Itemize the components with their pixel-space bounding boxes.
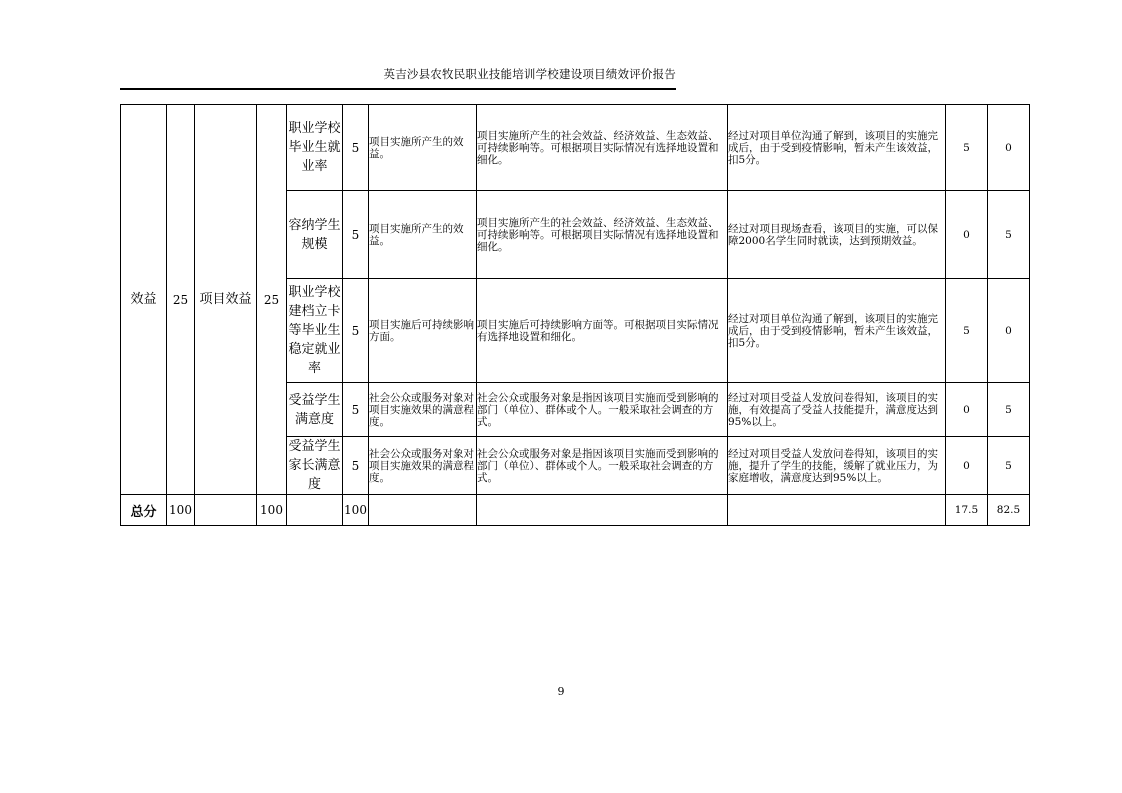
- score-value: 0: [988, 105, 1030, 191]
- total-deducted: 17.5: [946, 495, 988, 526]
- indicator-weight: 5: [343, 437, 369, 495]
- indicator-name: 容纳学生规模: [287, 191, 343, 279]
- indicator-weight: 5: [343, 191, 369, 279]
- total-level2-score: 100: [257, 495, 287, 526]
- indicator-explanation: 社会公众或服务对象对项目实施效果的满意程度。: [369, 437, 477, 495]
- level2-indicator: 项目效益: [195, 105, 257, 495]
- total-row: [121, 495, 1030, 526]
- deducted-points: 0: [946, 437, 988, 495]
- indicator-name: 受益学生家长满意度: [287, 437, 343, 495]
- indicator-name: 受益学生满意度: [287, 383, 343, 437]
- empty-cell: [369, 495, 477, 526]
- scoring-standard: 项目实施所产生的社会效益、经济效益、生态效益、可持续影响等。可根据项目实际情况有选择地设置和细化。: [477, 191, 728, 279]
- empty-cell: [195, 495, 257, 526]
- indicator-explanation: 社会公众或服务对象对项目实施效果的满意程度。: [369, 383, 477, 437]
- empty-cell: [287, 495, 343, 526]
- evaluation-finding: 经过对项目现场查看，该项目的实施，可以保障2000名学生同时就读，达到预期效益。: [728, 191, 946, 279]
- indicator-weight: 5: [343, 383, 369, 437]
- level1-indicator: 效益: [121, 105, 167, 495]
- level1-score: 25: [167, 105, 195, 495]
- indicator-name: 职业学校建档立卡等毕业生稳定就业率: [287, 279, 343, 383]
- deducted-points: 0: [946, 383, 988, 437]
- score-value: 5: [988, 383, 1030, 437]
- total-score: 82.5: [988, 495, 1030, 526]
- indicator-weight: 5: [343, 279, 369, 383]
- evaluation-finding: 经过对项目受益人发放问卷得知，该项目的实施，有效提高了受益人技能提升，满意度达到95%以上。: [728, 383, 946, 437]
- level2-score: 25: [257, 105, 287, 495]
- scoring-standard: 项目实施所产生的社会效益、经济效益、生态效益、可持续影响等。可根据项目实际情况有选择地设置和细化。: [477, 105, 728, 191]
- score-value: 0: [988, 279, 1030, 383]
- indicator-weight: 5: [343, 105, 369, 191]
- header-rule: [120, 88, 676, 90]
- scoring-standard: 项目实施后可持续影响方面等。可根据项目实际情况有选择地设置和细化。: [477, 279, 728, 383]
- indicator-explanation: 项目实施所产生的效益。: [369, 105, 477, 191]
- total-label: 总分: [121, 495, 167, 526]
- evaluation-table: [120, 104, 1030, 526]
- scoring-standard: 社会公众或服务对象是指因该项目实施而受到影响的部门（单位）、群体或个人。一般采取社会调查的方式。: [477, 437, 728, 495]
- deducted-points: 5: [946, 105, 988, 191]
- indicator-explanation: 项目实施所产生的效益。: [369, 191, 477, 279]
- report-title: 英吉沙县农牧民职业技能培训学校建设项目绩效评价报告: [383, 67, 676, 81]
- table-row: [121, 105, 1030, 191]
- page-number: 9: [557, 685, 565, 698]
- deducted-points: 0: [946, 191, 988, 279]
- empty-cell: [477, 495, 728, 526]
- indicator-name: 职业学校毕业生就业率: [287, 105, 343, 191]
- evaluation-finding: 经过对项目单位沟通了解到，该项目的实施完成后，由于受到疫情影响，暂未产生该效益，扣5分。: [728, 279, 946, 383]
- total-level1-score: 100: [167, 495, 195, 526]
- deducted-points: 5: [946, 279, 988, 383]
- score-value: 5: [988, 191, 1030, 279]
- indicator-explanation: 项目实施后可持续影响方面。: [369, 279, 477, 383]
- evaluation-finding: 经过对项目单位沟通了解到，该项目的实施完成后，由于受到疫情影响，暂未产生该效益，扣5分。: [728, 105, 946, 191]
- total-weight: 100: [343, 495, 369, 526]
- scoring-standard: 社会公众或服务对象是指因该项目实施而受到影响的部门（单位）、群体或个人。一般采取社会调查的方式。: [477, 383, 728, 437]
- evaluation-finding: 经过对项目受益人发放问卷得知，该项目的实施，提升了学生的技能，缓解了就业压力，为家庭增收，满意度达到95%以上。: [728, 437, 946, 495]
- score-value: 5: [988, 437, 1030, 495]
- empty-cell: [728, 495, 946, 526]
